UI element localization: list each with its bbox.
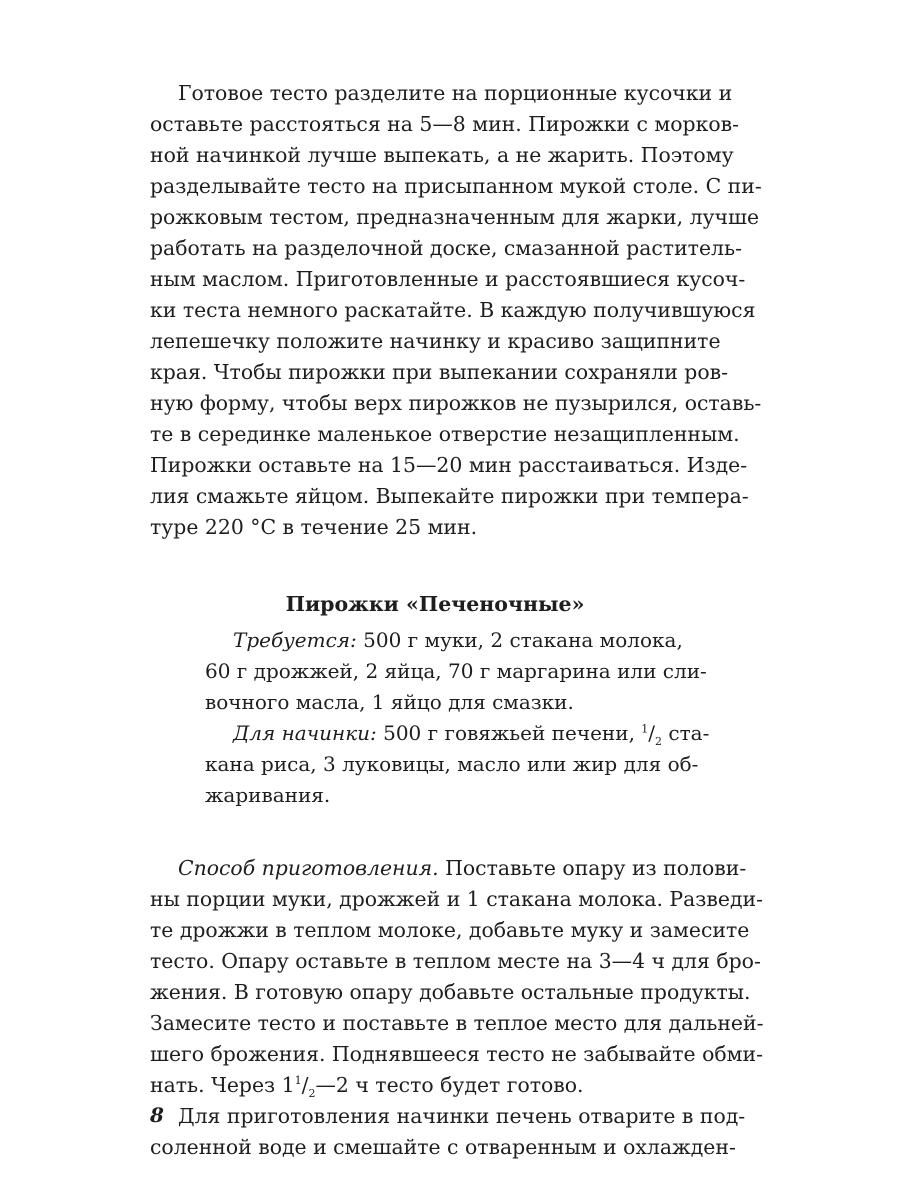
paragraph-dough-instructions <box>150 78 762 543</box>
ingredients-block <box>205 625 710 811</box>
filling-label: Для начинки: <box>233 721 377 745</box>
ingredients-line: Требуется: 500 г муки, 2 стакана молока, <box>233 628 683 652</box>
text-line: туре 220 °С в течение 25 мин. <box>150 515 478 539</box>
text-line: оставьте расстояться на 5—8 мин. Пирожки с морков- <box>150 112 739 136</box>
page-body <box>150 78 764 1163</box>
text-line: лия смажьте яйцом. Выпекайте пирожки при темпера- <box>150 484 749 508</box>
method-label: Способ приготовления. <box>178 856 439 880</box>
ingredients-line: вочного масла, 1 яйцо для смазки. <box>205 690 574 714</box>
text-line: жения. В готовую опару добавьте остальные продукты. <box>150 980 751 1004</box>
paragraph-filling-prep <box>150 1101 746 1163</box>
text-line: Замесите тесто и поставьте в теплое место для дальней- <box>150 1011 764 1035</box>
page-number: 8 <box>150 1103 164 1127</box>
filling-line: кана риса, 3 луковицы, масло или жир для об- <box>205 752 699 776</box>
text-line: края. Чтобы пирожки при выпекании сохраняли ров- <box>150 360 728 384</box>
recipe-title: Пирожки «Печеночные» <box>285 592 585 616</box>
text-line: Для приготовления начинки печень отварите в под- <box>178 1104 746 1128</box>
text-line: тесто. Опару оставьте в теплом месте на 3—4 ч для бро- <box>150 949 761 973</box>
filling-line: Для начинки: 500 г говяжьей печени, $^1/_2$ ста- <box>233 721 710 748</box>
text-line: работать на разделочной доске, смазанной раститель- <box>150 236 742 260</box>
text-line: нать. Через $1^1/_2—2$ ч тесто будет готово. <box>150 1073 584 1101</box>
paragraph-method <box>150 853 764 1101</box>
text-line: Пирожки оставьте на 15—20 мин расстаиваться. Изде- <box>150 453 748 477</box>
text-line: те дрожжи в теплом молоке, добавьте муку и замесите <box>150 918 750 942</box>
filling-line: жаривания. <box>205 783 331 807</box>
text-line: рожковым тестом, предназначенным для жарки, лучше <box>150 205 760 229</box>
text-line: соленной воде и смешайте с отваренным и охлажден- <box>150 1135 736 1159</box>
required-label: Требуется: <box>233 628 357 652</box>
text-line: ки теста немного раскатайте. В каждую получившуюся <box>150 298 756 322</box>
text-line: те в серединке маленькое отверстие незащипленным. <box>150 422 740 446</box>
text-line: разделывайте тесто на присыпанном мукой столе. С пи- <box>150 174 762 198</box>
text-line: лепешечку положите начинку и красиво защипните <box>150 329 721 353</box>
fraction: $^1/_2$ <box>641 721 663 748</box>
text-line: шего брожения. Поднявшееся тесто не забывайте обми- <box>150 1042 763 1066</box>
text-line: ным маслом. Приготовленные и расстоявшиеся кусоч- <box>150 267 746 291</box>
text-line: ной начинкой лучше выпекать, а не жарить. Поэтому <box>150 143 734 167</box>
fraction: $^1/_2$ <box>294 1073 316 1101</box>
text-line: Готовое тесто разделите на порционные кусочки и <box>178 81 733 105</box>
text-line: ны порции муки, дрожжей и 1 стакана молока. Разведи- <box>150 887 764 911</box>
text-line: ную форму, чтобы верх пирожков не пузырился, оставь- <box>150 391 762 415</box>
ingredients-line: 60 г дрожжей, 2 яйца, 70 г маргарина или сли- <box>205 659 707 683</box>
text-line: Способ приготовления. Поставьте опару из полови- <box>178 856 747 880</box>
